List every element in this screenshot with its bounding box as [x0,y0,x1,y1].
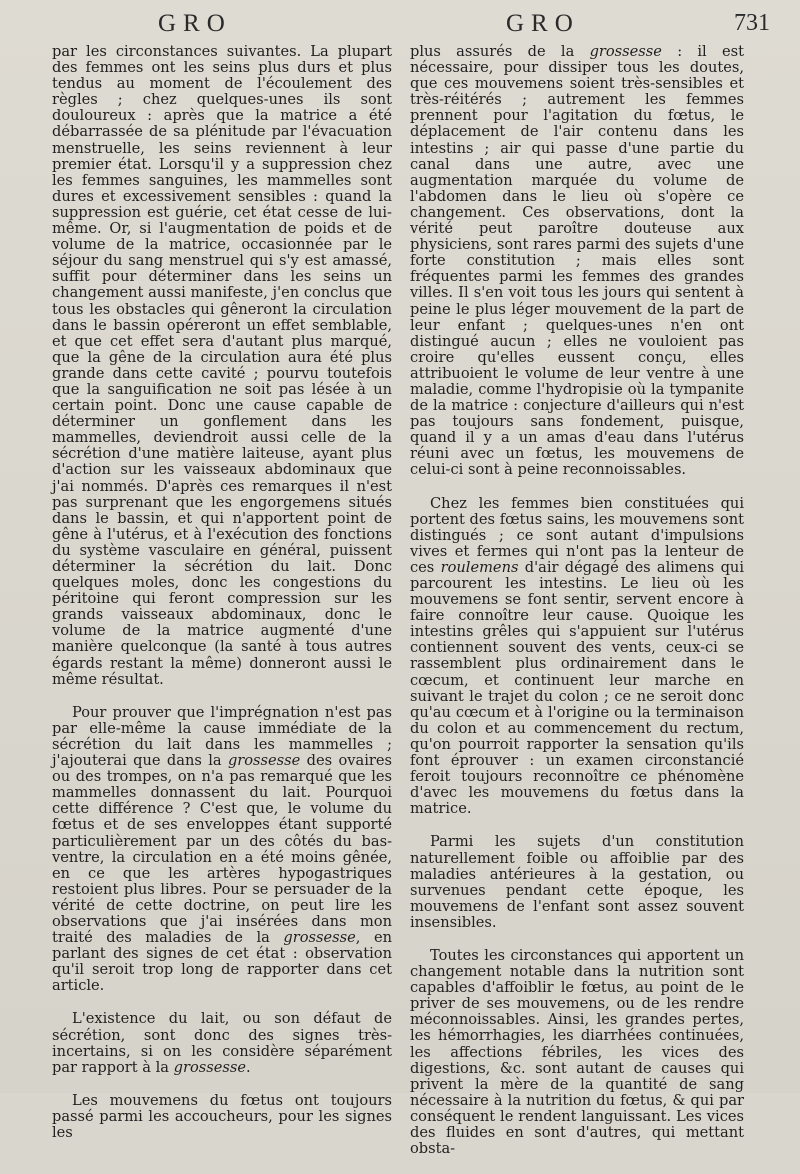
right-paragraph-1 [410,44,744,479]
right-paragraph-1-emphasis: grossesse [589,43,662,60]
left-paragraph-3 [52,1011,392,1075]
left-paragraph-2-emphasis-1: grossesse [227,752,301,770]
running-head [0,10,800,44]
left-paragraph-3-text-b: . [245,1058,251,1076]
left-paragraph-4: Les mouvemens du fœtus ont toujours passé parmi les accoucheurs, pour les signes les [52,1091,392,1141]
page-number: 731 [734,10,770,36]
right-paragraph-2-text-b: d'air dégagé des alimens qui parcourent les intestins. Le lieu où les mouvemens se font sentir, servent encore à faire connoître leur cause. Quoique les intestins grêles qui s'appuient sur l'utérus contiennent souvent des vents, ceux-ci se rassemblent plus ordinairement dans le cœcum, et continuent leur marche en suivant le trajet du colon ; ce ne seroit donc qu'au cœcum et à l'origine ou la terminaison du colon et au commencement du rectum, qu'on pourroit rapporter la sensation qu'ils font éprouver : un examen circonstancié feroit toujours reconnoître ce phénomène d'avec les mouvemens du fœtus dans la matrice. [410,558,744,818]
left-column [52,44,392,1158]
right-paragraph-2-text-a: Chez les femmes bien constituées qui portent des fœtus sains, les mouvemens sont distingués ; ce sont autant d'impulsions vives et fermes qui n'ont pas la lenteur de ces [410,494,744,576]
left-paragraph-3-text-a: L'existence du lait, ou son défaut de sécrétion, sont donc des signes très-incertains, si on les considère séparément par rapport à la [52,1010,392,1076]
left-paragraph-2-emphasis-2: grossesse [283,929,356,947]
left-paragraph-3-emphasis: grossesse [173,1058,246,1076]
left-paragraph-2-text-b: des ovaires ou des trompes, on n'a pas remarqué que les mammelles donnassent du lait. Pourquoi cette différence ? C'est que, le volume du fœtus et de ses enveloppes étant supporté particulièrement par un des côtés du bas-ventre, la circulation en a été moins gênée, en ce que les artères hypogastriques restoient plus libres. Pour se persuader de la vérité de cette doctrine, on peut lire les observations que j'ai insérées dans mon traité des maladies de la [52,752,393,947]
right-paragraph-1-text-b: : il est nécessaire, pour dissiper tous les doutes, que ces mouvemens soient très-sensibles et très-réitérés ; autrement les femmes prennent pour l'agitation du fœtus, le déplacement de l'air contenu dans les intestins ; air qui passe d'une partie du canal dans une autre, avec une augmentation marquée du volume de l'abdomen dans le lieu où s'opère ce changement. Ces observations, dont la vérité peut paroître douteuse aux physiciens, sont rares parmi des sujets d'une forte constitution ; mais elles sont fréquentes parmi les femmes des grandes villes. Il s'en voit tous les jours qui sentent à peine le plus léger mouvement de la part de leur enfant ; quelques-unes n'en ont distingué aucun ; elles ne vouloient pas croire qu'elles eussent conçu, elles attribuoient le volume de leur ventre à une maladie, comme l'hydropisie où la tympanite de la matrice : conjecture d'ailleurs qui n'est pas toujours sans fondement, puisque, quand il y a un amas d'eau dans l'utérus réuni avec un fœtus, les mouvemens de celui-ci sont à peine reconnoissables. [410,43,744,479]
right-paragraph-2-emphasis: roulemens [440,558,519,576]
left-paragraph-2-text-c: , en parlant des signes de cet état : observation qu'il seroit trop long de rapporter dans cet article. [52,929,392,995]
right-paragraph-1-text-a: plus assurés de la [410,43,590,60]
running-head-left: GRO [158,10,232,37]
left-paragraph-2 [52,705,392,995]
left-paragraph-2-text-a: Pour prouver que l'imprégnation n'est pas par elle-même la cause immédiate de la sécrétion du lait dans les mammelles ; j'ajouterai que dans la [52,703,392,770]
running-head-center: GRO [506,10,580,37]
right-column [410,44,744,1174]
right-paragraph-2 [410,496,744,818]
left-paragraph-1: par les circonstances suivantes. La plupart des femmes ont les seins plus durs et plus tendus au moment de l'écoulement des règles ; chez quelques-unes ils sont douloureux : après que la matrice a été débarrassée de sa plénitude par l'évacuation menstruelle, les seins reviennent à leur premier état. Lorsqu'il y a suppression chez les femmes sanguines, les mammelles sont dures et excessivement sensibles : quand la suppression est guérie, cet état cesse de lui-même. Or, si l'augmentation de poids et de volume de la matrice, occasionnée par le séjour du sang menstruel qui s'y est amassé, suffit pour déterminer dans les seins un changement aussi manifeste, j'en conclus que tous les obstacles qui gêneront la circulation dans le bassin opéreront un effet semblable, et que cet effet sera d'autant plus marqué, que la gêne de la circulation aura été plus grande dans cette cavité ; pourvu toutefois que la sanguification ne soit pas lésée à un certain point. Donc une cause capable de déterminer un gonflement dans les mammelles, deviendroit aussi celle de la sécrétion d'une matière laiteuse, ayant plus d'action sur les vaisseaux abdominaux que j'ai nommés. D'après ces remarques il n'est pas surprenant que les engorgemens situés dans le bassin, et qui n'apportent point de gêne à l'utérus, et à l'exécution des fonctions du système vasculaire en général, puissent déterminer la sécrétion du lait. Donc quelques moles, donc les congestions du péritoine qui feront compression sur les grands vaisseaux abdominaux, donc le volume de la matrice augmenté d'une manière quelconque (la santé à tous autres égards restant la même) donneront aussi le même résultat. [52,43,392,688]
right-paragraph-4: Toutes les circonstances qui apportent un changement notable dans la nutrition sont capables d'affoiblir le fœtus, au point de le priver de ses mouvemens, ou de les rendre méconnoissables. Ainsi, les grandes pertes, les hémorrhagies, les diarrhées continuées, les affections fébriles, les vices des digestions, &c. sont autant de causes qui privent la mère de la quantité de sang nécessaire à la nutrition du fœtus, & qui par conséquent le rendent languissant. Les vices des fluides en sont d'autres, qui mettant obsta- [410,946,744,1158]
right-paragraph-3: Parmi les sujets d'un constitution naturellement foible ou affoiblie par des maladies antérieures à la gestation, ou survenues pendant cette époque, les mouvemens de l'enfant sont assez souvent insensibles. [410,833,744,931]
